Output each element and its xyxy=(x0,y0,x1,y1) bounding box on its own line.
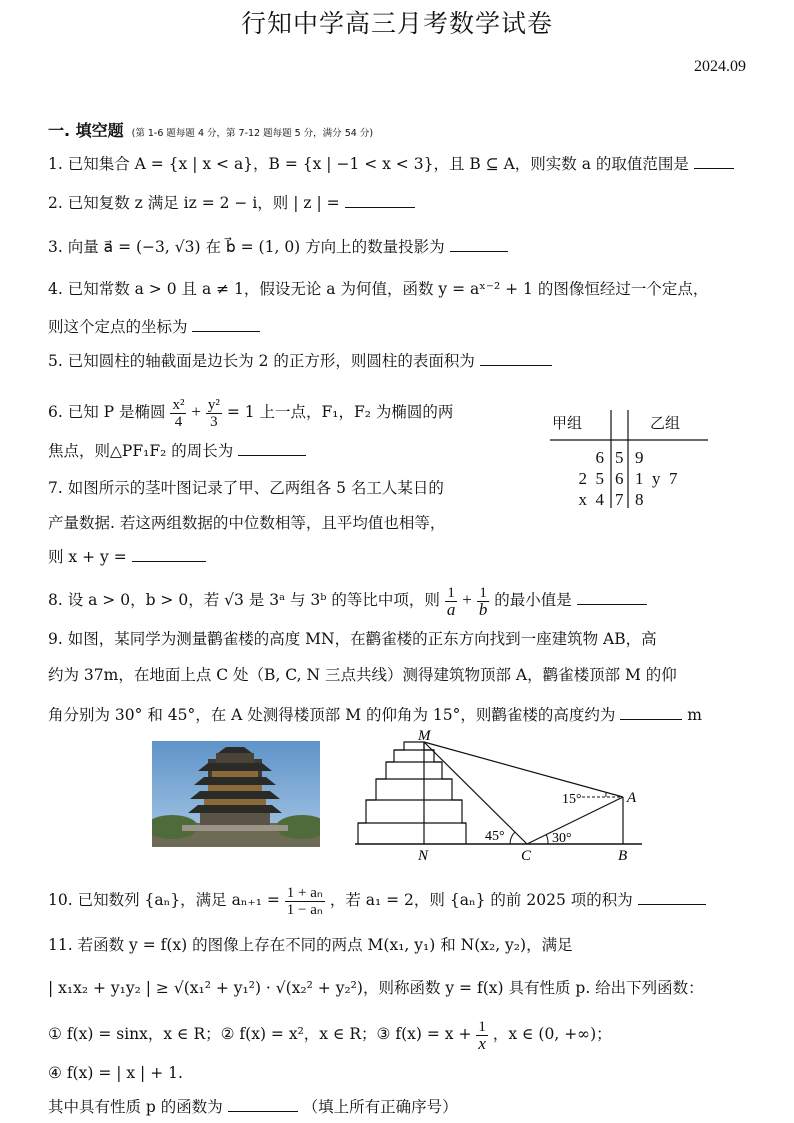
q7-text-2: 产量数据. 若这两组数据的中位数相等，且平均值也相等， xyxy=(48,514,446,532)
q6-text-pre: 6. 已知 P 是椭圆 xyxy=(48,403,166,421)
question-9-line-3 xyxy=(48,704,702,726)
q8-frac-b-num: 1 xyxy=(477,585,490,602)
question-7-line-1 xyxy=(48,477,444,499)
q3-text: 3. 向量 a⃗ = (−3, √3) 在 b⃗ = (1, 0) 方向上的数量投影为 xyxy=(48,238,445,256)
stem-leaf-row-1-left: 6 xyxy=(595,448,604,467)
q8-answer-blank[interactable] xyxy=(577,590,647,605)
q4-text-1: 4. 已知常数 a > 0 且 a ≠ 1，假设无论 a 为何值，函数 y = aˣ⁻² + 1 的图像恒经过一个定点， xyxy=(48,280,709,298)
question-2 xyxy=(48,192,415,214)
angle-label-15: 15° xyxy=(562,792,582,807)
q11-text-5-pre: 其中具有性质 p 的函数为 xyxy=(48,1098,223,1116)
pagoda-photo xyxy=(152,741,320,847)
q9-geometry-figure xyxy=(350,730,650,865)
question-11-line-4 xyxy=(48,1062,183,1084)
q4-text-2: 则这个定点的坐标为 xyxy=(48,318,188,336)
question-11-line-1 xyxy=(48,934,573,956)
q8-plus: + xyxy=(462,590,472,609)
q9-text-2: 约为 37m，在地面上点 C 处（B, C, N 三点共线）测得建筑物顶部 A，鹳雀楼顶部 M 的仰 xyxy=(48,666,677,684)
q11-text-2: | x₁x₂ + y₁y₂ | ≥ √(x₁² + y₁²) · √(x₂² + y₂²)，则称函数 y = f(x) 具有性质 p. 给出下列函数： xyxy=(48,979,704,997)
q11-text-3-post: ，x ∈ (0, +∞)； xyxy=(492,1025,612,1043)
question-7-line-2 xyxy=(48,512,445,534)
question-11-line-2 xyxy=(48,977,704,999)
q6-text-post: = 1 上一点，F₁，F₂ 为椭圆的两 xyxy=(226,403,454,421)
q9-text-3: 角分别为 30° 和 45°，在 A 处测得楼顶部 M 的仰角为 15°，则鹳雀楼的高度约为 xyxy=(48,706,616,724)
q9-answer-blank[interactable] xyxy=(620,705,682,720)
q8-frac-b-den: b xyxy=(478,599,488,619)
q2-text: 2. 已知复数 z 满足 iz = 2 − i，则 | z | = xyxy=(48,194,340,212)
q9-unit: m xyxy=(687,706,702,724)
q11-text-5-post: （填上所有正确序号） xyxy=(302,1098,458,1116)
q1-text: 1. 已知集合 A = {x | x < a}，B = {x | −1 < x < 3}，且 B ⊆ A，则实数 a 的取值范围是 xyxy=(48,155,689,173)
q10-frac-num: 1 + aₙ xyxy=(286,884,323,901)
stem-leaf-right-header: 乙组 xyxy=(650,414,681,432)
q7-text-3: 则 x + y = xyxy=(48,548,127,566)
stem-leaf-row-1-stem: 5 xyxy=(615,448,624,467)
q6-text-2: 焦点，则△PF₁F₂ 的周长为 xyxy=(48,442,234,460)
question-11-line-5 xyxy=(48,1096,458,1118)
stem-leaf-row-2-stem: 6 xyxy=(615,469,624,488)
question-10 xyxy=(48,878,706,922)
question-3 xyxy=(48,236,508,258)
question-1 xyxy=(48,153,734,175)
section-heading xyxy=(48,118,373,141)
q3-answer-blank[interactable] xyxy=(450,237,508,252)
stem-leaf-row-3-right: 8 xyxy=(635,490,644,509)
label-B: B xyxy=(618,848,628,864)
q11-text-1: 11. 若函数 y = f(x) 的图像上存在不同的两点 M(x₁, y₁) 和 N(x₂, y₂)，满足 xyxy=(48,936,573,954)
q1-answer-blank[interactable] xyxy=(694,154,734,169)
q7-answer-blank[interactable] xyxy=(132,547,206,562)
paper-date: 2024.09 xyxy=(694,58,746,75)
q11-fraction xyxy=(476,1019,488,1052)
label-C: C xyxy=(521,848,532,864)
label-A: A xyxy=(627,790,637,806)
pagoda-photo-svg xyxy=(152,741,320,847)
q9-text-1: 9. 如图，某同学为测量鹳雀楼的高度 MN，在鹳雀楼的正东方向找到一座建筑物 AB，高 xyxy=(48,630,657,648)
question-6-line-1 xyxy=(48,392,453,432)
q8-frac-a-num: 1 xyxy=(445,585,458,602)
q6-plus: + xyxy=(191,402,201,421)
q6-answer-blank[interactable] xyxy=(238,441,306,456)
question-7-line-3 xyxy=(48,546,206,568)
q6-frac-x-den: 4 xyxy=(174,413,183,430)
question-8 xyxy=(48,580,647,620)
q8-text-pre: 8. 设 a > 0，b > 0，若 √3 是 3ᵃ 与 3ᵇ 的等比中项，则 xyxy=(48,591,440,609)
q8-fraction-a xyxy=(445,585,458,618)
stem-leaf-row-3-stem: 7 xyxy=(615,490,624,509)
stem-leaf-left-header: 甲组 xyxy=(552,414,583,432)
q11-text-4: ④ f(x) = | x | + 1. xyxy=(48,1064,183,1082)
segment-MC xyxy=(424,742,527,844)
q11-text-3-pre: ① f(x) = sinx，x ∈ R；② f(x) = x²，x ∈ R；③ f(x) = x + xyxy=(48,1025,472,1043)
q8-fraction-b xyxy=(477,585,490,618)
section-note: (第 1-6 题每题 4 分，第 7-12 题每题 5 分，满分 54 分) xyxy=(131,128,374,139)
q6-fraction-y xyxy=(206,397,222,430)
q6-frac-y-num: y² xyxy=(207,396,220,413)
q5-text: 5. 已知圆柱的轴截面是边长为 2 的正方形，则圆柱的表面积为 xyxy=(48,352,475,370)
q10-text-post: ，若 a₁ = 2，则 {aₙ} 的前 2025 项的积为 xyxy=(329,891,633,909)
question-9-line-1 xyxy=(48,628,657,650)
q2-answer-blank[interactable] xyxy=(345,193,415,208)
stem-leaf-row-3-left: x 4 xyxy=(578,490,604,509)
stem-leaf-plot xyxy=(548,410,718,520)
q11-answer-blank[interactable] xyxy=(228,1097,298,1112)
q10-frac-den: 1 − aₙ xyxy=(286,901,323,918)
q6-fraction-x xyxy=(170,397,186,430)
question-4-line-1 xyxy=(48,278,708,300)
q8-text-post: 的最小值是 xyxy=(494,591,572,609)
angle-label-45: 45° xyxy=(485,829,505,844)
segment-MA xyxy=(424,742,623,797)
q11-frac-num: 1 xyxy=(476,1019,488,1036)
paper-title: 行知中学高三月考数学试卷 xyxy=(240,9,553,38)
stem-leaf-row-2-right: 1 y 7 xyxy=(635,469,678,488)
label-M: M xyxy=(418,730,431,744)
question-5 xyxy=(48,350,552,372)
q10-fraction xyxy=(285,885,325,918)
question-11-line-3 xyxy=(48,1014,612,1054)
q6-frac-x-num: x² xyxy=(172,396,185,413)
q7-text-1: 7. 如图所示的茎叶图记录了甲、乙两组各 5 名工人某日的 xyxy=(48,479,444,497)
tower-outline xyxy=(358,742,466,844)
q5-answer-blank[interactable] xyxy=(480,351,552,366)
q8-frac-a-den: a xyxy=(446,599,456,619)
q10-text-pre: 10. 已知数列 {aₙ}，满足 aₙ₊₁ = xyxy=(48,891,280,909)
q10-answer-blank[interactable] xyxy=(638,890,706,905)
q4-answer-blank[interactable] xyxy=(192,317,260,332)
angle-arc-45 xyxy=(510,832,515,844)
question-9-line-2 xyxy=(48,664,677,686)
angle-arc-30 xyxy=(546,834,548,844)
question-6-line-2 xyxy=(48,440,306,462)
q6-frac-y-den: 3 xyxy=(210,413,218,430)
section-title: 一. 填空题 xyxy=(48,121,124,140)
stem-leaf-row-1-right: 9 xyxy=(635,448,644,467)
stem-leaf-row-2-left: 2 5 xyxy=(578,469,604,488)
angle-label-30: 30° xyxy=(552,831,572,846)
label-N: N xyxy=(418,848,429,864)
q11-frac-den: x xyxy=(478,1033,486,1053)
question-4-line-2 xyxy=(48,316,260,338)
